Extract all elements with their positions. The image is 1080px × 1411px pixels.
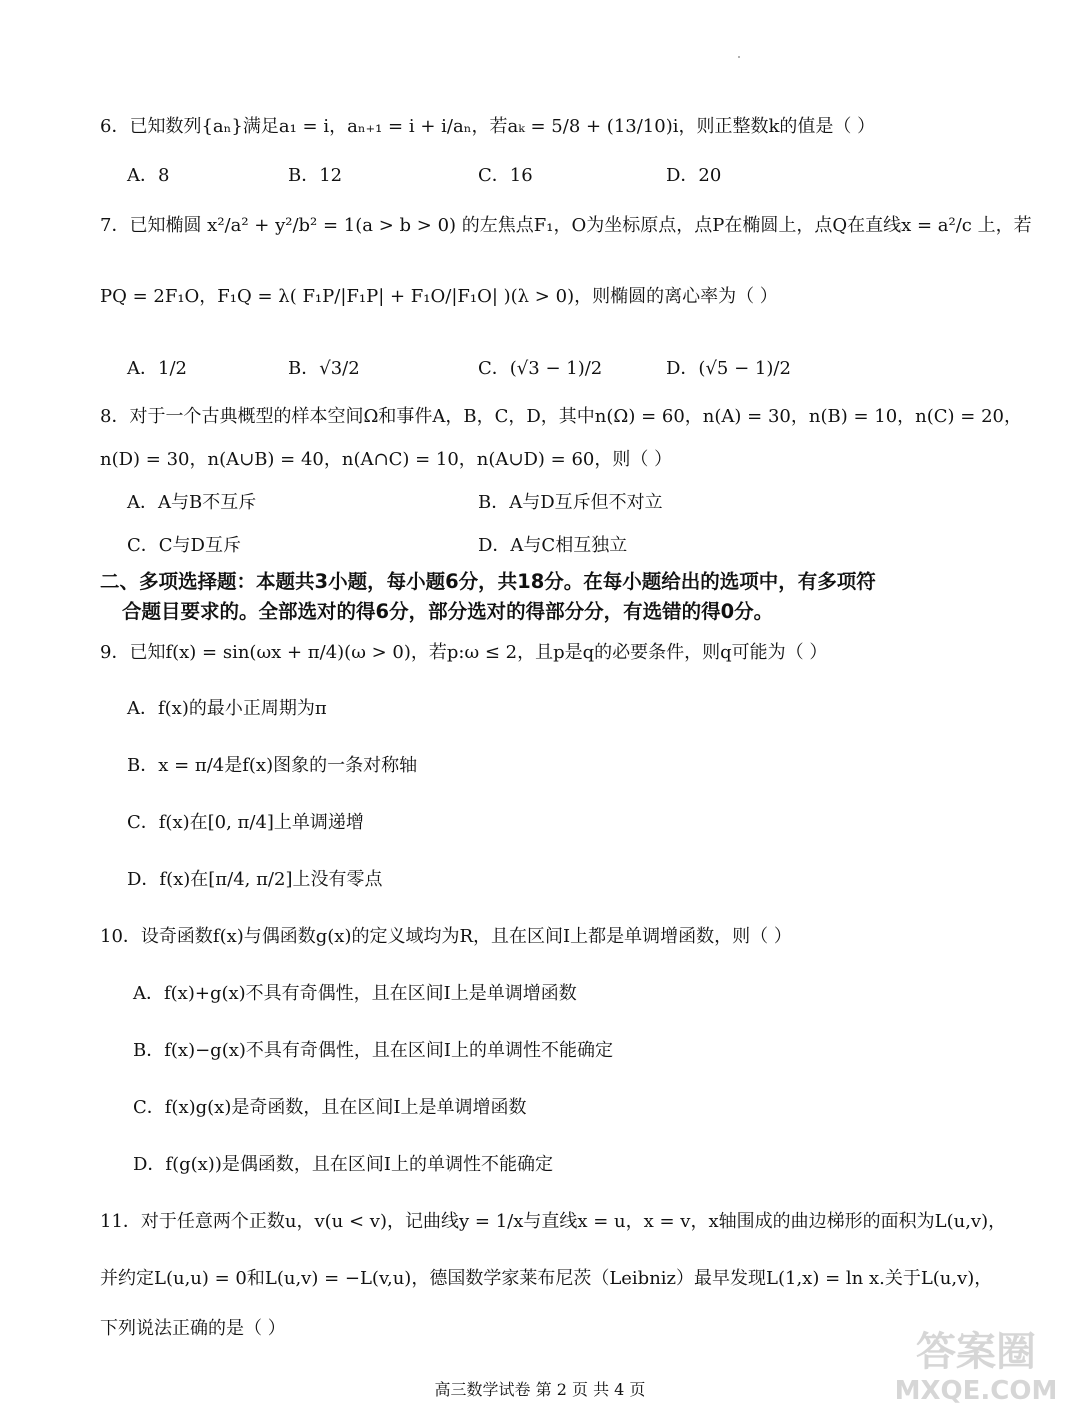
- section-2-heading-line1: 二、多项选择题：本题共3小题，每小题6分，共18分。在每小题给出的选项中，有多项符: [100, 570, 876, 593]
- question-6-option-b: B．12: [288, 165, 343, 186]
- watermark-top: 答案圈: [916, 1329, 1036, 1375]
- question-8-option-d: D．A与C相互独立: [478, 535, 628, 556]
- question-6-option-c: C．16: [478, 165, 533, 186]
- question-11-stem-line3: 下列说法正确的是（ ）: [100, 1318, 286, 1339]
- question-10-option-c: C．f(x)g(x)是奇函数，且在区间I上是单调增函数: [133, 1097, 527, 1118]
- watermark-bottom: MXQE.COM: [894, 1376, 1058, 1405]
- question-8-option-c: C．C与D互斥: [127, 535, 241, 556]
- question-9-stem: 9．已知f(x) = sin(ωx + π/4)(ω > 0)，若p:ω ≤ 2，且p是q的必要条件，则q可能为（ ）: [100, 642, 828, 663]
- question-7-option-d: D．(√5 − 1)/2: [666, 358, 791, 379]
- question-8-stem-line2: n(D) = 30，n(A∪B) = 40，n(A∩C) = 10，n(A∪D) = 60，则（ ）: [100, 449, 673, 470]
- question-10-stem: 10．设奇函数f(x)与偶函数g(x)的定义域均为R，且在区间I上都是单调增函数，则（ ）: [100, 926, 792, 947]
- page-footer: 高三数学试卷 第 2 页 共 4 页: [434, 1380, 646, 1399]
- question-10-option-b: B．f(x)−g(x)不具有奇偶性，且在区间I上的单调性不能确定: [133, 1040, 613, 1061]
- question-9-option-b: B．x = π/4是f(x)图象的一条对称轴: [127, 755, 418, 776]
- question-6-stem: 6．已知数列{aₙ}满足a₁ = i，aₙ₊₁ = i + i/aₙ，若aₖ = 5/8 + (13/10)i，则正整数k的值是（ ）: [100, 116, 876, 137]
- question-7-option-c: C．(√3 − 1)/2: [478, 358, 603, 379]
- question-8-option-a: A．A与B不互斥: [127, 492, 257, 513]
- section-2-heading-line2: 合题目要求的。全部选对的得6分，部分选对的得部分分，有选错的得0分。: [122, 600, 774, 623]
- question-7-stem-line2: PQ = 2F₁O，F₁Q = λ( F₁P/|F₁P| + F₁O/|F₁O| )(λ > 0)，则椭圆的离心率为（ ）: [100, 286, 778, 307]
- question-11-stem-line2: 并约定L(u,u) = 0和L(u,v) = −L(v,u)，德国数学家莱布尼茨（Leibniz）最早发现L(1,x) = ln x.关于L(u,v)，: [100, 1268, 993, 1289]
- watermark-logo: [886, 1313, 1066, 1405]
- question-10-option-a: A．f(x)+g(x)不具有奇偶性，且在区间I上是单调增函数: [133, 983, 577, 1004]
- question-7-option-b: B．√3/2: [288, 358, 360, 379]
- question-10-option-d: D．f(g(x))是偶函数，且在区间I上的单调性不能确定: [133, 1154, 553, 1175]
- question-7-option-a: A．1/2: [127, 358, 187, 379]
- question-6-option-a: A．8: [127, 165, 170, 186]
- scan-speck: [738, 56, 740, 58]
- question-8-stem-line1: 8．对于一个古典概型的样本空间Ω和事件A，B，C，D，其中n(Ω) = 60，n(A) = 30，n(B) = 10，n(C) = 20，: [100, 406, 1022, 427]
- question-9-option-a: A．f(x)的最小正周期为π: [127, 698, 327, 719]
- question-6-option-d: D．20: [666, 165, 722, 186]
- question-9-option-d: D．f(x)在[π/4, π/2]上没有零点: [127, 869, 383, 890]
- question-7-stem-line1: 7．已知椭圆 x²/a² + y²/b² = 1(a > b > 0) 的左焦点F₁，O为坐标原点，点P在椭圆上，点Q在直线x = a²/c 上，若: [100, 215, 1032, 236]
- question-9-option-c: C．f(x)在[0, π/4]上单调递增: [127, 812, 364, 833]
- question-8-option-b: B．A与D互斥但不对立: [478, 492, 663, 513]
- question-11-stem-line1: 11．对于任意两个正数u，v(u < v)，记曲线y = 1/x与直线x = u，x = v，x轴围成的曲边梯形的面积为L(u,v)，: [100, 1211, 1007, 1232]
